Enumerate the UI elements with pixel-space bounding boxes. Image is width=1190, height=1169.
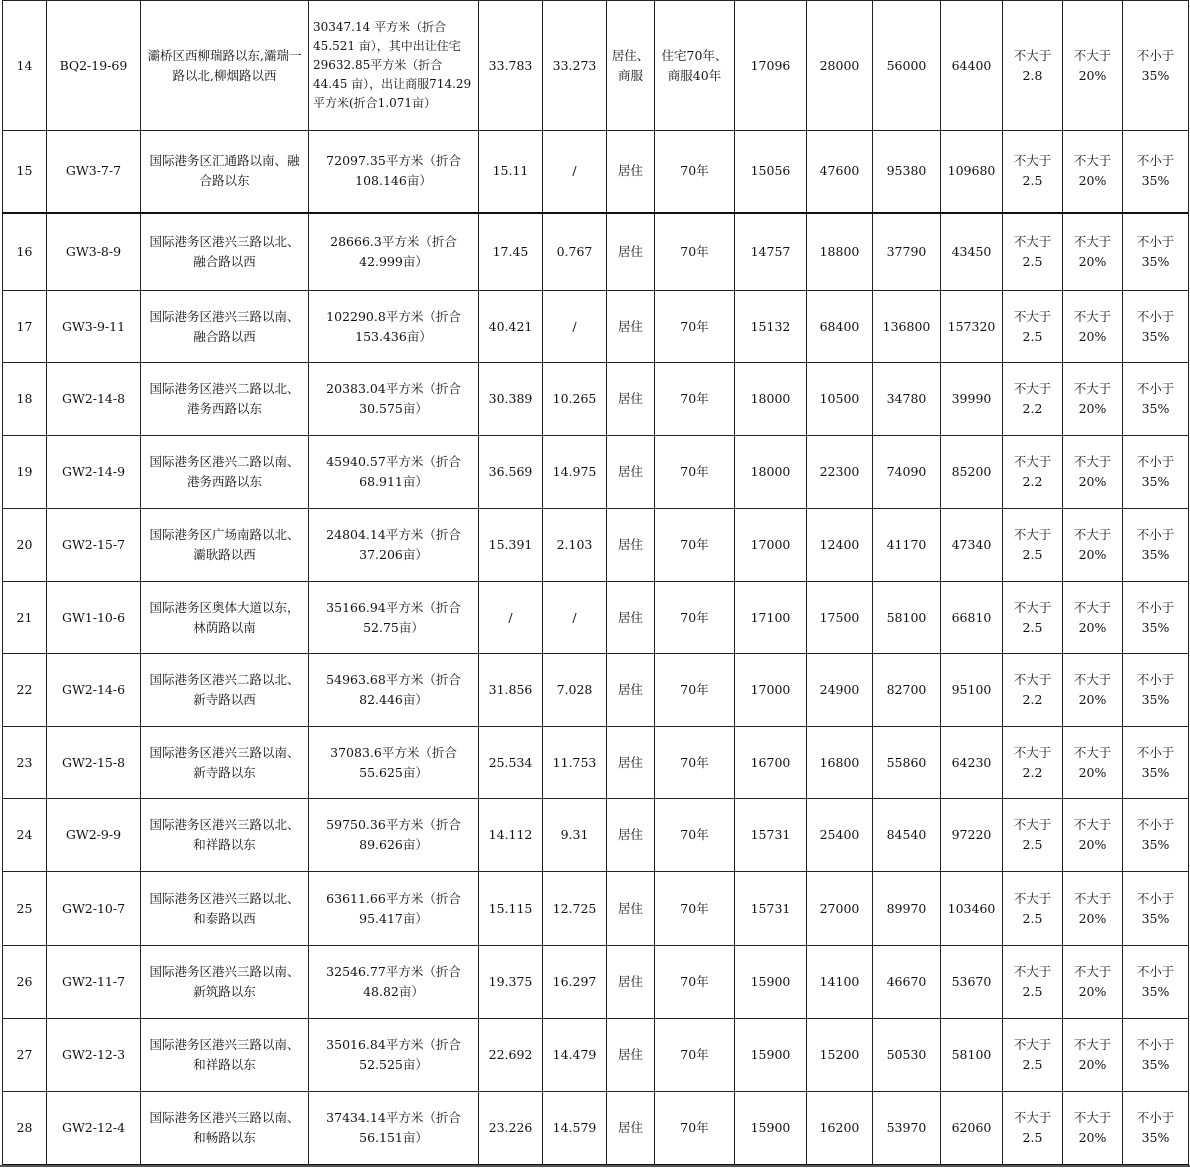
parcel-area: 35016.84平方米（折合52.525亩） xyxy=(309,1019,479,1092)
value-4: 62060 xyxy=(941,1092,1003,1165)
building-density: 不大于20% xyxy=(1063,727,1123,799)
value-2: 24900 xyxy=(807,654,873,727)
building-density: 不大于20% xyxy=(1063,582,1123,654)
value-3: 74090 xyxy=(873,436,941,509)
value-1: 18000 xyxy=(735,436,807,509)
value-4: 64230 xyxy=(941,727,1003,799)
green-ratio: 不小于35% xyxy=(1123,1019,1189,1092)
plot-ratio: 不大于2.5 xyxy=(1003,946,1063,1019)
row-number: 20 xyxy=(3,509,47,582)
value-1: 15900 xyxy=(735,1092,807,1165)
value-1: 16700 xyxy=(735,727,807,799)
parcel-code: GW3-8-9 xyxy=(47,213,141,291)
row-number: 27 xyxy=(3,1019,47,1092)
green-ratio: 不小于35% xyxy=(1123,872,1189,946)
table-row xyxy=(3,1092,1189,1165)
plot-ratio: 不大于2.5 xyxy=(1003,131,1063,213)
area-value-2: 7.028 xyxy=(543,654,607,727)
area-value-2: 2.103 xyxy=(543,509,607,582)
green-ratio: 不小于35% xyxy=(1123,436,1189,509)
land-use: 居住 xyxy=(607,509,655,582)
building-density: 不大于20% xyxy=(1063,213,1123,291)
row-number: 26 xyxy=(3,946,47,1019)
parcel-location: 国际港务区港兴三路以北、和泰路以西 xyxy=(141,872,309,946)
use-term: 70年 xyxy=(655,509,735,582)
parcel-area: 28666.3平方米（折合42.999亩） xyxy=(309,213,479,291)
area-value-2: 14.579 xyxy=(543,1092,607,1165)
row-number: 21 xyxy=(3,582,47,654)
table-row xyxy=(3,363,1189,436)
value-4: 66810 xyxy=(941,582,1003,654)
parcel-code: GW2-15-7 xyxy=(47,509,141,582)
land-parcel-table xyxy=(2,0,1189,1166)
area-value-2: 16.297 xyxy=(543,946,607,1019)
row-number: 28 xyxy=(3,1092,47,1165)
value-2: 16800 xyxy=(807,727,873,799)
plot-ratio: 不大于2.5 xyxy=(1003,291,1063,363)
plot-ratio: 不大于2.2 xyxy=(1003,363,1063,436)
parcel-code: GW2-12-3 xyxy=(47,1019,141,1092)
row-number: 19 xyxy=(3,436,47,509)
parcel-code: GW2-10-7 xyxy=(47,872,141,946)
value-2: 12400 xyxy=(807,509,873,582)
table-row xyxy=(3,799,1189,872)
value-4: 64400 xyxy=(941,1,1003,131)
value-2: 27000 xyxy=(807,872,873,946)
plot-ratio: 不大于2.2 xyxy=(1003,727,1063,799)
green-ratio: 不小于35% xyxy=(1123,291,1189,363)
land-use: 居住 xyxy=(607,131,655,213)
value-4: 103460 xyxy=(941,872,1003,946)
area-value-2: 14.975 xyxy=(543,436,607,509)
parcel-location: 国际港务区港兴三路以南、新筑路以东 xyxy=(141,946,309,1019)
area-value-2: / xyxy=(543,131,607,213)
area-value-1: 31.856 xyxy=(479,654,543,727)
plot-ratio: 不大于2.5 xyxy=(1003,799,1063,872)
parcel-area: 37083.6平方米（折合55.625亩） xyxy=(309,727,479,799)
plot-ratio: 不大于2.5 xyxy=(1003,509,1063,582)
green-ratio: 不小于35% xyxy=(1123,131,1189,213)
area-value-1: 33.783 xyxy=(479,1,543,131)
area-value-1: 22.692 xyxy=(479,1019,543,1092)
row-number: 23 xyxy=(3,727,47,799)
value-1: 15132 xyxy=(735,291,807,363)
value-3: 58100 xyxy=(873,582,941,654)
value-1: 18000 xyxy=(735,363,807,436)
area-value-2: 33.273 xyxy=(543,1,607,131)
use-term: 70年 xyxy=(655,946,735,1019)
land-use: 居住 xyxy=(607,654,655,727)
land-use: 居住 xyxy=(607,1092,655,1165)
land-use: 居住 xyxy=(607,946,655,1019)
use-term: 70年 xyxy=(655,1019,735,1092)
value-2: 22300 xyxy=(807,436,873,509)
land-use: 居住 xyxy=(607,582,655,654)
value-1: 17096 xyxy=(735,1,807,131)
parcel-area: 63611.66平方米（折合95.417亩） xyxy=(309,872,479,946)
area-value-1: 30.389 xyxy=(479,363,543,436)
use-term: 70年 xyxy=(655,654,735,727)
row-number: 24 xyxy=(3,799,47,872)
area-value-1: 36.569 xyxy=(479,436,543,509)
area-value-1: 17.45 xyxy=(479,213,543,291)
area-value-2: 10.265 xyxy=(543,363,607,436)
table-body xyxy=(3,1,1189,1165)
land-use: 居住 xyxy=(607,1019,655,1092)
area-value-1: 25.534 xyxy=(479,727,543,799)
table-row xyxy=(3,1,1189,131)
row-number: 15 xyxy=(3,131,47,213)
parcel-area: 30347.14 平方米（折合45.521 亩），其中出让住宅29632.85平方米（折合44.45 亩），出让商服714.29平方米(折合1.071亩） xyxy=(309,1,479,131)
building-density: 不大于20% xyxy=(1063,799,1123,872)
area-value-1: 23.226 xyxy=(479,1092,543,1165)
area-value-2: 14.479 xyxy=(543,1019,607,1092)
use-term: 70年 xyxy=(655,727,735,799)
value-3: 82700 xyxy=(873,654,941,727)
parcel-location: 国际港务区广场南路以北、灞耿路以西 xyxy=(141,509,309,582)
value-1: 15731 xyxy=(735,872,807,946)
value-1: 17100 xyxy=(735,582,807,654)
land-use: 居住 xyxy=(607,291,655,363)
value-3: 41170 xyxy=(873,509,941,582)
value-4: 58100 xyxy=(941,1019,1003,1092)
green-ratio: 不小于35% xyxy=(1123,654,1189,727)
plot-ratio: 不大于2.5 xyxy=(1003,213,1063,291)
green-ratio: 不小于35% xyxy=(1123,799,1189,872)
table-row xyxy=(3,131,1189,213)
parcel-location: 国际港务区港兴三路以南、新寺路以东 xyxy=(141,727,309,799)
row-number: 25 xyxy=(3,872,47,946)
plot-ratio: 不大于2.2 xyxy=(1003,436,1063,509)
value-3: 53970 xyxy=(873,1092,941,1165)
parcel-location: 国际港务区港兴二路以北、港务西路以东 xyxy=(141,363,309,436)
green-ratio: 不小于35% xyxy=(1123,1092,1189,1165)
value-2: 28000 xyxy=(807,1,873,131)
land-use: 居住 xyxy=(607,436,655,509)
value-1: 15056 xyxy=(735,131,807,213)
parcel-area: 35166.94平方米（折合52.75亩） xyxy=(309,582,479,654)
green-ratio: 不小于35% xyxy=(1123,946,1189,1019)
value-3: 56000 xyxy=(873,1,941,131)
parcel-code: GW2-15-8 xyxy=(47,727,141,799)
table-row xyxy=(3,946,1189,1019)
parcel-area: 54963.68平方米（折合82.446亩） xyxy=(309,654,479,727)
table-row xyxy=(3,582,1189,654)
value-2: 14100 xyxy=(807,946,873,1019)
parcel-location: 国际港务区港兴三路以南、融合路以西 xyxy=(141,291,309,363)
building-density: 不大于20% xyxy=(1063,131,1123,213)
value-1: 17000 xyxy=(735,654,807,727)
building-density: 不大于20% xyxy=(1063,872,1123,946)
parcel-location: 国际港务区港兴三路以北、融合路以西 xyxy=(141,213,309,291)
value-2: 10500 xyxy=(807,363,873,436)
area-value-2: / xyxy=(543,582,607,654)
parcel-area: 24804.14平方米（折合37.206亩） xyxy=(309,509,479,582)
table-row xyxy=(3,436,1189,509)
value-4: 95100 xyxy=(941,654,1003,727)
use-term: 70年 xyxy=(655,213,735,291)
value-2: 16200 xyxy=(807,1092,873,1165)
parcel-location: 国际港务区汇通路以南、融合路以东 xyxy=(141,131,309,213)
parcel-area: 59750.36平方米（折合89.626亩） xyxy=(309,799,479,872)
parcel-code: GW2-9-9 xyxy=(47,799,141,872)
use-term: 70年 xyxy=(655,363,735,436)
value-3: 34780 xyxy=(873,363,941,436)
value-1: 15900 xyxy=(735,946,807,1019)
parcel-code: GW2-14-9 xyxy=(47,436,141,509)
value-4: 47340 xyxy=(941,509,1003,582)
parcel-area: 20383.04平方米（折合30.575亩） xyxy=(309,363,479,436)
use-term: 70年 xyxy=(655,582,735,654)
building-density: 不大于20% xyxy=(1063,509,1123,582)
value-4: 109680 xyxy=(941,131,1003,213)
parcel-area: 72097.35平方米（折合108.146亩） xyxy=(309,131,479,213)
plot-ratio: 不大于2.2 xyxy=(1003,654,1063,727)
building-density: 不大于20% xyxy=(1063,654,1123,727)
value-2: 68400 xyxy=(807,291,873,363)
use-term: 70年 xyxy=(655,436,735,509)
area-value-1: 19.375 xyxy=(479,946,543,1019)
green-ratio: 不小于35% xyxy=(1123,727,1189,799)
row-number: 16 xyxy=(3,213,47,291)
value-3: 50530 xyxy=(873,1019,941,1092)
value-3: 136800 xyxy=(873,291,941,363)
use-term: 70年 xyxy=(655,291,735,363)
green-ratio: 不小于35% xyxy=(1123,509,1189,582)
parcel-code: GW2-14-8 xyxy=(47,363,141,436)
row-number: 18 xyxy=(3,363,47,436)
building-density: 不大于20% xyxy=(1063,946,1123,1019)
area-value-1: 15.115 xyxy=(479,872,543,946)
parcel-code: GW3-7-7 xyxy=(47,131,141,213)
use-term: 70年 xyxy=(655,131,735,213)
parcel-location: 国际港务区奥体大道以东，林荫路以南 xyxy=(141,582,309,654)
area-value-1: 40.421 xyxy=(479,291,543,363)
table-row xyxy=(3,727,1189,799)
area-value-1: 15.11 xyxy=(479,131,543,213)
table-row xyxy=(3,509,1189,582)
parcel-location: 国际港务区港兴三路以北、和祥路以东 xyxy=(141,799,309,872)
building-density: 不大于20% xyxy=(1063,363,1123,436)
table-row xyxy=(3,213,1189,291)
parcel-area: 32546.77平方米（折合48.82亩） xyxy=(309,946,479,1019)
value-4: 39990 xyxy=(941,363,1003,436)
use-term: 70年 xyxy=(655,799,735,872)
value-2: 25400 xyxy=(807,799,873,872)
plot-ratio: 不大于2.5 xyxy=(1003,872,1063,946)
value-3: 89970 xyxy=(873,872,941,946)
row-number: 14 xyxy=(3,1,47,131)
value-2: 17500 xyxy=(807,582,873,654)
table-row xyxy=(3,291,1189,363)
land-use: 居住 xyxy=(607,727,655,799)
value-2: 15200 xyxy=(807,1019,873,1092)
value-4: 43450 xyxy=(941,213,1003,291)
parcel-code: GW2-14-6 xyxy=(47,654,141,727)
table-row xyxy=(3,872,1189,946)
parcel-area: 45940.57平方米（折合68.911亩） xyxy=(309,436,479,509)
plot-ratio: 不大于2.5 xyxy=(1003,1019,1063,1092)
land-use: 居住 xyxy=(607,363,655,436)
green-ratio: 不小于35% xyxy=(1123,213,1189,291)
value-3: 46670 xyxy=(873,946,941,1019)
building-density: 不大于20% xyxy=(1063,436,1123,509)
parcel-code: GW2-11-7 xyxy=(47,946,141,1019)
area-value-2: 9.31 xyxy=(543,799,607,872)
value-3: 55860 xyxy=(873,727,941,799)
area-value-1: 15.391 xyxy=(479,509,543,582)
use-term: 住宅70年、商服40年 xyxy=(655,1,735,131)
parcel-location: 国际港务区港兴二路以南、港务西路以东 xyxy=(141,436,309,509)
table-row xyxy=(3,654,1189,727)
parcel-code: GW2-12-4 xyxy=(47,1092,141,1165)
value-1: 15900 xyxy=(735,1019,807,1092)
bottom-rule xyxy=(0,1165,1190,1167)
parcel-location: 国际港务区港兴三路以南、和畅路以东 xyxy=(141,1092,309,1165)
use-term: 70年 xyxy=(655,1092,735,1165)
area-value-2: / xyxy=(543,291,607,363)
plot-ratio: 不大于2.5 xyxy=(1003,582,1063,654)
parcel-code: BQ2-19-69 xyxy=(47,1,141,131)
value-1: 17000 xyxy=(735,509,807,582)
building-density: 不大于20% xyxy=(1063,1092,1123,1165)
area-value-2: 0.767 xyxy=(543,213,607,291)
value-4: 157320 xyxy=(941,291,1003,363)
area-value-1: / xyxy=(479,582,543,654)
parcel-location: 国际港务区港兴二路以北、新寺路以西 xyxy=(141,654,309,727)
plot-ratio: 不大于2.8 xyxy=(1003,1,1063,131)
value-2: 18800 xyxy=(807,213,873,291)
plot-ratio: 不大于2.5 xyxy=(1003,1092,1063,1165)
value-3: 37790 xyxy=(873,213,941,291)
parcel-area: 37434.14平方米（折合56.151亩） xyxy=(309,1092,479,1165)
value-3: 95380 xyxy=(873,131,941,213)
value-1: 15731 xyxy=(735,799,807,872)
area-value-2: 11.753 xyxy=(543,727,607,799)
green-ratio: 不小于35% xyxy=(1123,363,1189,436)
value-1: 14757 xyxy=(735,213,807,291)
land-use: 居住 xyxy=(607,799,655,872)
area-value-1: 14.112 xyxy=(479,799,543,872)
row-number: 17 xyxy=(3,291,47,363)
value-4: 85200 xyxy=(941,436,1003,509)
parcel-code: GW3-9-11 xyxy=(47,291,141,363)
land-use: 居住 xyxy=(607,213,655,291)
parcel-code: GW1-10-6 xyxy=(47,582,141,654)
building-density: 不大于20% xyxy=(1063,1,1123,131)
value-4: 97220 xyxy=(941,799,1003,872)
table-row xyxy=(3,1019,1189,1092)
value-4: 53670 xyxy=(941,946,1003,1019)
parcel-location: 国际港务区港兴三路以南、和祥路以东 xyxy=(141,1019,309,1092)
building-density: 不大于20% xyxy=(1063,291,1123,363)
land-use: 居住、商服 xyxy=(607,1,655,131)
row-number: 22 xyxy=(3,654,47,727)
green-ratio: 不小于35% xyxy=(1123,1,1189,131)
area-value-2: 12.725 xyxy=(543,872,607,946)
green-ratio: 不小于35% xyxy=(1123,582,1189,654)
use-term: 70年 xyxy=(655,872,735,946)
building-density: 不大于20% xyxy=(1063,1019,1123,1092)
value-2: 47600 xyxy=(807,131,873,213)
land-use: 居住 xyxy=(607,872,655,946)
parcel-location: 灞桥区西柳瑞路以东,灞瑞一路以北,柳烟路以西 xyxy=(141,1,309,131)
value-3: 84540 xyxy=(873,799,941,872)
parcel-area: 102290.8平方米（折合153.436亩） xyxy=(309,291,479,363)
